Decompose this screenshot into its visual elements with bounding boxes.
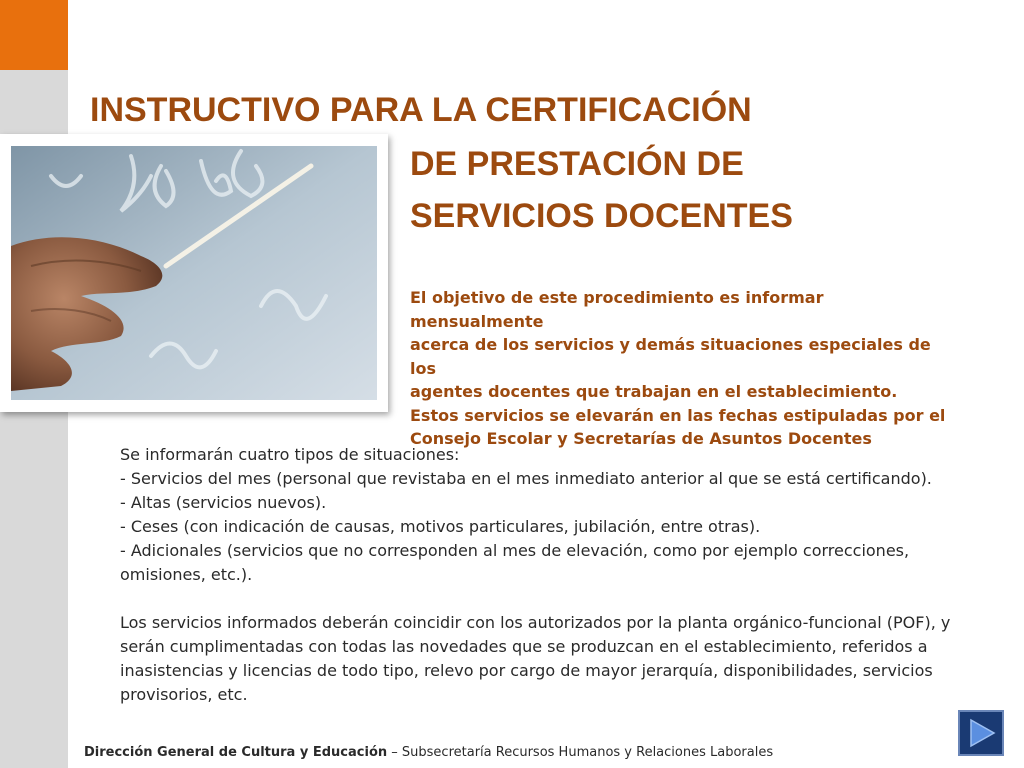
objective-line: El objetivo de este procedimiento es informar mensualmente bbox=[410, 288, 824, 331]
accent-block bbox=[0, 0, 68, 70]
title-line-3: SERVICIOS DOCENTES bbox=[410, 197, 793, 235]
title-line-2: DE PRESTACIÓN DE bbox=[410, 145, 744, 183]
next-slide-button[interactable] bbox=[958, 710, 1004, 756]
title-line-1: INSTRUCTIVO PARA LA CERTIFICACIÓN bbox=[90, 91, 752, 129]
objective-line: Consejo Escolar y Secretarías de Asuntos Docentes bbox=[410, 429, 872, 448]
play-arrow-icon bbox=[960, 712, 1002, 754]
footer-dept: Subsecretaría Recursos Humanos y Relaciones Laborales bbox=[401, 745, 774, 760]
situation-item: - Servicios del mes (personal que revistaba en el mes inmediato anterior al que se está certificando). bbox=[120, 469, 932, 488]
situation-item: - Altas (servicios nuevos). bbox=[120, 493, 327, 512]
chalkboard-hand-image bbox=[11, 146, 377, 400]
paragraph-spacer bbox=[120, 587, 980, 611]
situation-item: - Ceses (con indicación de causas, motivos particulares, jubilación, entre otras). bbox=[120, 517, 761, 536]
footer-separator: – bbox=[387, 745, 402, 760]
closing-paragraph: Los servicios informados deberán coincidir con los autorizados por la planta orgánico-funcional (POF), y serán cumplimentadas con todas las novedades que se produzcan en el establecimiento, referidos a inasistencias y licencias de todo tipo, relevo por cargo de mayor jerarquía, disponibilidades, servicios provisorios, etc. bbox=[120, 613, 951, 704]
situations-intro: Se informarán cuatro tipos de situaciones: bbox=[120, 445, 460, 464]
footer-org: Dirección General de Cultura y Educación bbox=[84, 745, 388, 760]
chalkboard-photo bbox=[0, 134, 388, 412]
situations-body bbox=[120, 443, 980, 707]
situation-item: - Adicionales (servicios que no corresponden al mes de elevación, como por ejemplo correcciones, omisiones, etc.). bbox=[120, 541, 910, 584]
objective-line: acerca de los servicios y demás situaciones especiales de los bbox=[410, 335, 931, 378]
objective-line: agentes docentes que trabajan en el establecimiento. bbox=[410, 382, 898, 401]
objective-paragraph bbox=[410, 286, 950, 451]
objective-line: Estos servicios se elevarán en las fechas estipuladas por el bbox=[410, 405, 946, 425]
footer bbox=[84, 745, 773, 760]
